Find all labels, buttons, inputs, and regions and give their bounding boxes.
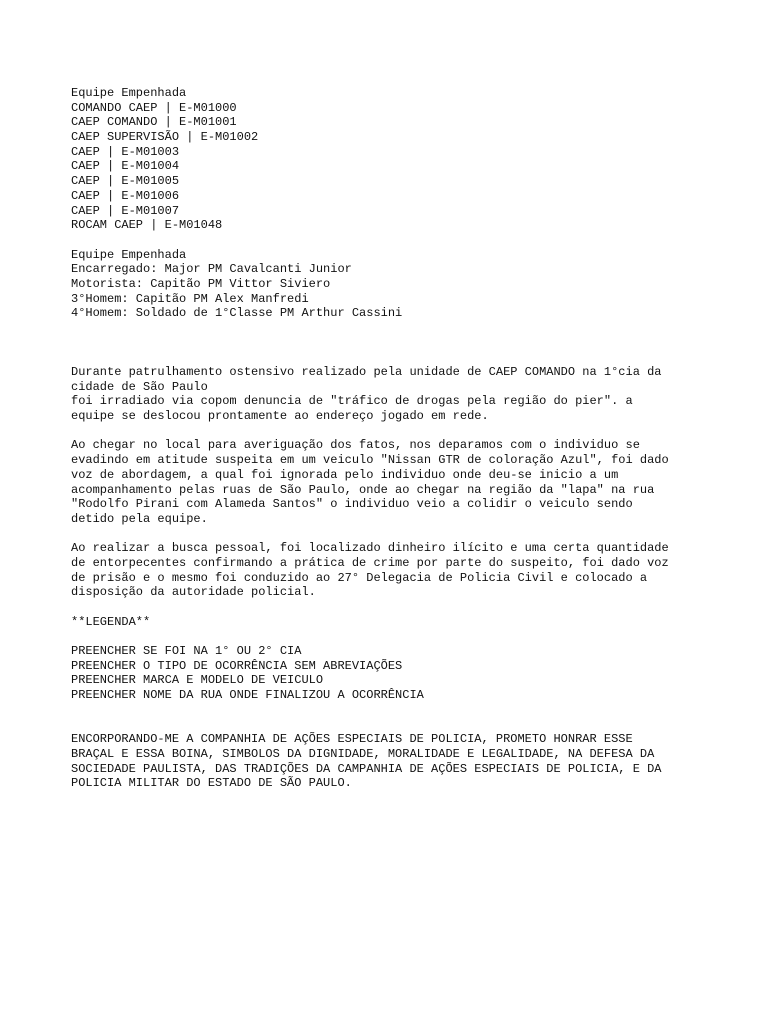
unit-line: CAEP | E-M01003 xyxy=(71,144,180,159)
report-paragraph-2 xyxy=(71,438,731,526)
report-line: Ao realizar a busca pessoal, foi localizado dinheiro ilícito e uma certa quantidade xyxy=(71,541,669,556)
unit-line: ROCAM CAEP | E-M01048 xyxy=(71,218,223,233)
report-line: foi irradiado via copom denuncia de "tráfico de drogas pela região do pier". a xyxy=(71,394,633,409)
section-heading: Equipe Empenhada xyxy=(71,86,187,100)
report-line: evadindo em atitude suspeita em um veiculo "Nissan GTR de coloração Azul", foi dado xyxy=(71,453,669,468)
member-line: Motorista: Capitão PM Vittor Siviero xyxy=(71,276,331,291)
unit-line: CAEP | E-M01004 xyxy=(71,159,180,174)
report-line: cidade de São Paulo xyxy=(71,379,208,394)
member-line: 3°Homem: Capitão PM Alex Manfredi xyxy=(71,291,309,306)
document-body xyxy=(71,86,731,791)
legend-item: PREENCHER NOME DA RUA ONDE FINALIZOU A OCORRÊNCIA xyxy=(71,688,424,703)
member-line: 4°Homem: Soldado de 1°Classe PM Arthur Cassini xyxy=(71,306,403,321)
report-line: acompanhamento pelas ruas de São Paulo, onde ao chegar na região da "lapa" na rua xyxy=(71,482,655,497)
report-line: detido pela equipe. xyxy=(71,511,208,526)
unit-line: CAEP COMANDO | E-M01001 xyxy=(71,115,237,130)
report-line: Durante patrulhamento ostensivo realizado pela unidade de CAEP COMANDO na 1°cia da xyxy=(71,365,662,379)
unit-line: CAEP | E-M01007 xyxy=(71,203,180,218)
unit-line: CAEP | E-M01005 xyxy=(71,174,180,189)
report-line: disposição da autoridade policial. xyxy=(71,585,316,600)
report-line: "Rodolfo Pirani com Alameda Santos" o individuo veio a colidir o veiculo sendo xyxy=(71,497,633,512)
report-paragraph-1 xyxy=(71,365,731,424)
legend-section xyxy=(71,615,731,703)
report-line: de entorpecentes confirmando a prática de crime por parte do suspeito, foi dado voz xyxy=(71,555,669,570)
team-units-section xyxy=(71,86,731,233)
legend-item: PREENCHER SE FOI NA 1° OU 2° CIA xyxy=(71,644,302,659)
oath-paragraph xyxy=(71,732,731,791)
unit-line: CAEP SUPERVISÃO | E-M01002 xyxy=(71,130,259,145)
legend-item: PREENCHER MARCA E MODELO DE VEICULO xyxy=(71,673,324,688)
report-line: voz de abordagem, a qual foi ignorada pelo individuo onde deu-se inicio a um xyxy=(71,467,619,482)
unit-line: COMANDO CAEP | E-M01000 xyxy=(71,100,237,115)
team-members-section xyxy=(71,248,731,321)
oath-line: SOCIEDADE PAULISTA, DAS TRADIÇÕES DA CAMPANHIA DE AÇÕES ESPECIAIS DE POLICIA, E DA xyxy=(71,761,662,776)
section-heading: Equipe Empenhada xyxy=(71,247,187,262)
member-line: Encarregado: Major PM Cavalcanti Junior xyxy=(71,262,352,277)
oath-line: BRAÇAL E ESSA BOINA, SIMBOLOS DA DIGNIDADE, MORALIDADE E LEGALIDADE, NA DEFESA DA xyxy=(71,746,655,761)
report-line: Ao chegar no local para averiguação dos fatos, nos deparamos com o individuo se xyxy=(71,438,640,453)
oath-line: ENCORPORANDO-ME A COMPANHIA DE AÇÕES ESPECIAIS DE POLICIA, PROMETO HONRAR ESSE xyxy=(71,732,633,747)
report-line: equipe se deslocou prontamente ao endereço jogado em rede. xyxy=(71,409,489,424)
report-paragraph-3 xyxy=(71,541,731,600)
legend-title: **LEGENDA** xyxy=(71,614,151,629)
legend-item: PREENCHER O TIPO DE OCORRÊNCIA SEM ABREVIAÇÕES xyxy=(71,658,403,673)
report-line: de prisão e o mesmo foi conduzido ao 27° Delegacia de Policia Civil e colocado a xyxy=(71,570,648,585)
oath-line: POLICIA MILITAR DO ESTADO DE SÃO PAULO. xyxy=(71,776,352,791)
unit-line: CAEP | E-M01006 xyxy=(71,188,180,203)
